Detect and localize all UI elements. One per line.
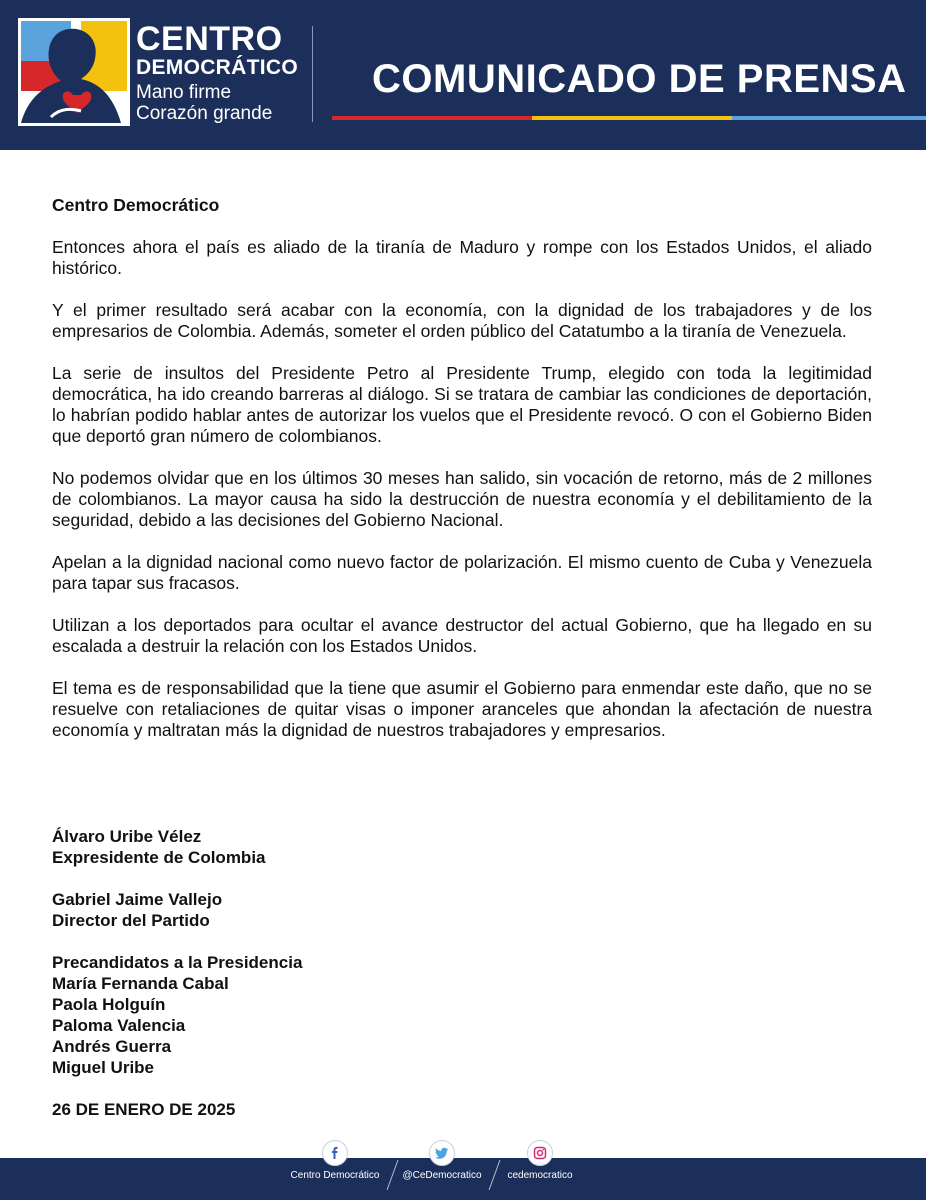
silhouette-logo-icon (21, 21, 127, 123)
instagram-label: cedemocratico (507, 1170, 573, 1181)
tagline-line2: Corazón grande (136, 103, 273, 124)
signer-title: Expresidente de Colombia (52, 848, 266, 867)
tagline-line1: Mano firme (136, 82, 232, 103)
instagram-link[interactable] (500, 1140, 580, 1181)
paragraph: El tema es de responsabilidad que la tiene que asumir el Gobierno para enmendar este daño, que no se resuelve con retaliaciones de quitar visas o imponer aranceles que ahondan la afectación de nuestra economía y maltratan más la dignidad de nuestros trabajadores y empresarios. (52, 678, 872, 740)
candidate-name: Miguel Uribe (52, 1058, 155, 1077)
brand-text (136, 22, 298, 124)
facebook-link[interactable] (290, 1140, 380, 1181)
paragraph: Utilizan a los deportados para ocultar el avance destructor del actual Gobierno, que ha llegado en su escalada a destruir la relación con los Estados Unidos. (52, 615, 872, 656)
paragraph: Y el primer resultado será acabar con la economía, con la dignidad de los trabajadores y de los empresarios de Colombia. Además, someter el orden público del Catatumbo a la tiranía de Venezuela. (52, 300, 872, 341)
brand-name-line1: CENTRO (136, 20, 283, 58)
candidate-name: Paloma Valencia (52, 1016, 186, 1035)
twitter-label: @CeDemocratico (402, 1170, 482, 1181)
candidate-name: María Fernanda Cabal (52, 974, 229, 993)
signer-name: Gabriel Jaime Vallejo (52, 890, 223, 909)
facebook-label: Centro Democrático (290, 1170, 380, 1181)
candidates-heading: Precandidatos a la Presidencia (52, 953, 303, 972)
paragraph: Apelan a la dignidad nacional como nuevo factor de polarización. El mismo cuento de Cuba y Venezuela para tapar sus fracasos. (52, 552, 872, 593)
yellow-stripe (532, 116, 732, 120)
press-release-title: COMUNICADO DE PRENSA (372, 57, 907, 101)
release-date: 26 DE ENERO DE 2025 (52, 1100, 236, 1119)
header-banner (0, 0, 926, 150)
signer-title: Director del Partido (52, 911, 210, 930)
twitter-icon[interactable] (429, 1140, 455, 1166)
party-heading: Centro Democrático (52, 195, 220, 215)
blue-stripe (732, 116, 926, 120)
party-logo (18, 18, 130, 126)
red-stripe (332, 116, 532, 120)
statement-body (52, 195, 872, 762)
brand-name-line2: DEMOCRÁTICO (136, 56, 298, 79)
candidate-name: Paola Holguín (52, 995, 166, 1014)
candidate-name: Andrés Guerra (52, 1037, 172, 1056)
instagram-icon[interactable] (527, 1140, 553, 1166)
header-divider (312, 26, 313, 122)
paragraph: Entonces ahora el país es aliado de la tiranía de Maduro y rompe con los Estados Unidos, el aliado histórico. (52, 237, 872, 278)
paragraph: No podemos olvidar que en los últimos 30 meses han salido, sin vocación de retorno, más de 2 millones de colombianos. La mayor causa ha sido la destrucción de nuestra economía y el debilitamiento de la seguridad, debido a las decisiones del Gobierno Nacional. (52, 468, 872, 530)
facebook-icon[interactable] (322, 1140, 348, 1166)
twitter-link[interactable] (400, 1140, 484, 1181)
paragraph: La serie de insultos del Presidente Petro al Presidente Trump, elegido con toda la legitimidad democrática, ha ido creando barreras al diálogo. Si se tratara de cambiar las condiciones de deportación, lo habrían podido hablar antes de autorizar los vuelos que el Presidente revocó. O con el Gobierno Biden que deportó gran número de colombianos. (52, 363, 872, 446)
signer-name: Álvaro Uribe Vélez (52, 827, 202, 846)
signature-block (52, 826, 552, 1120)
